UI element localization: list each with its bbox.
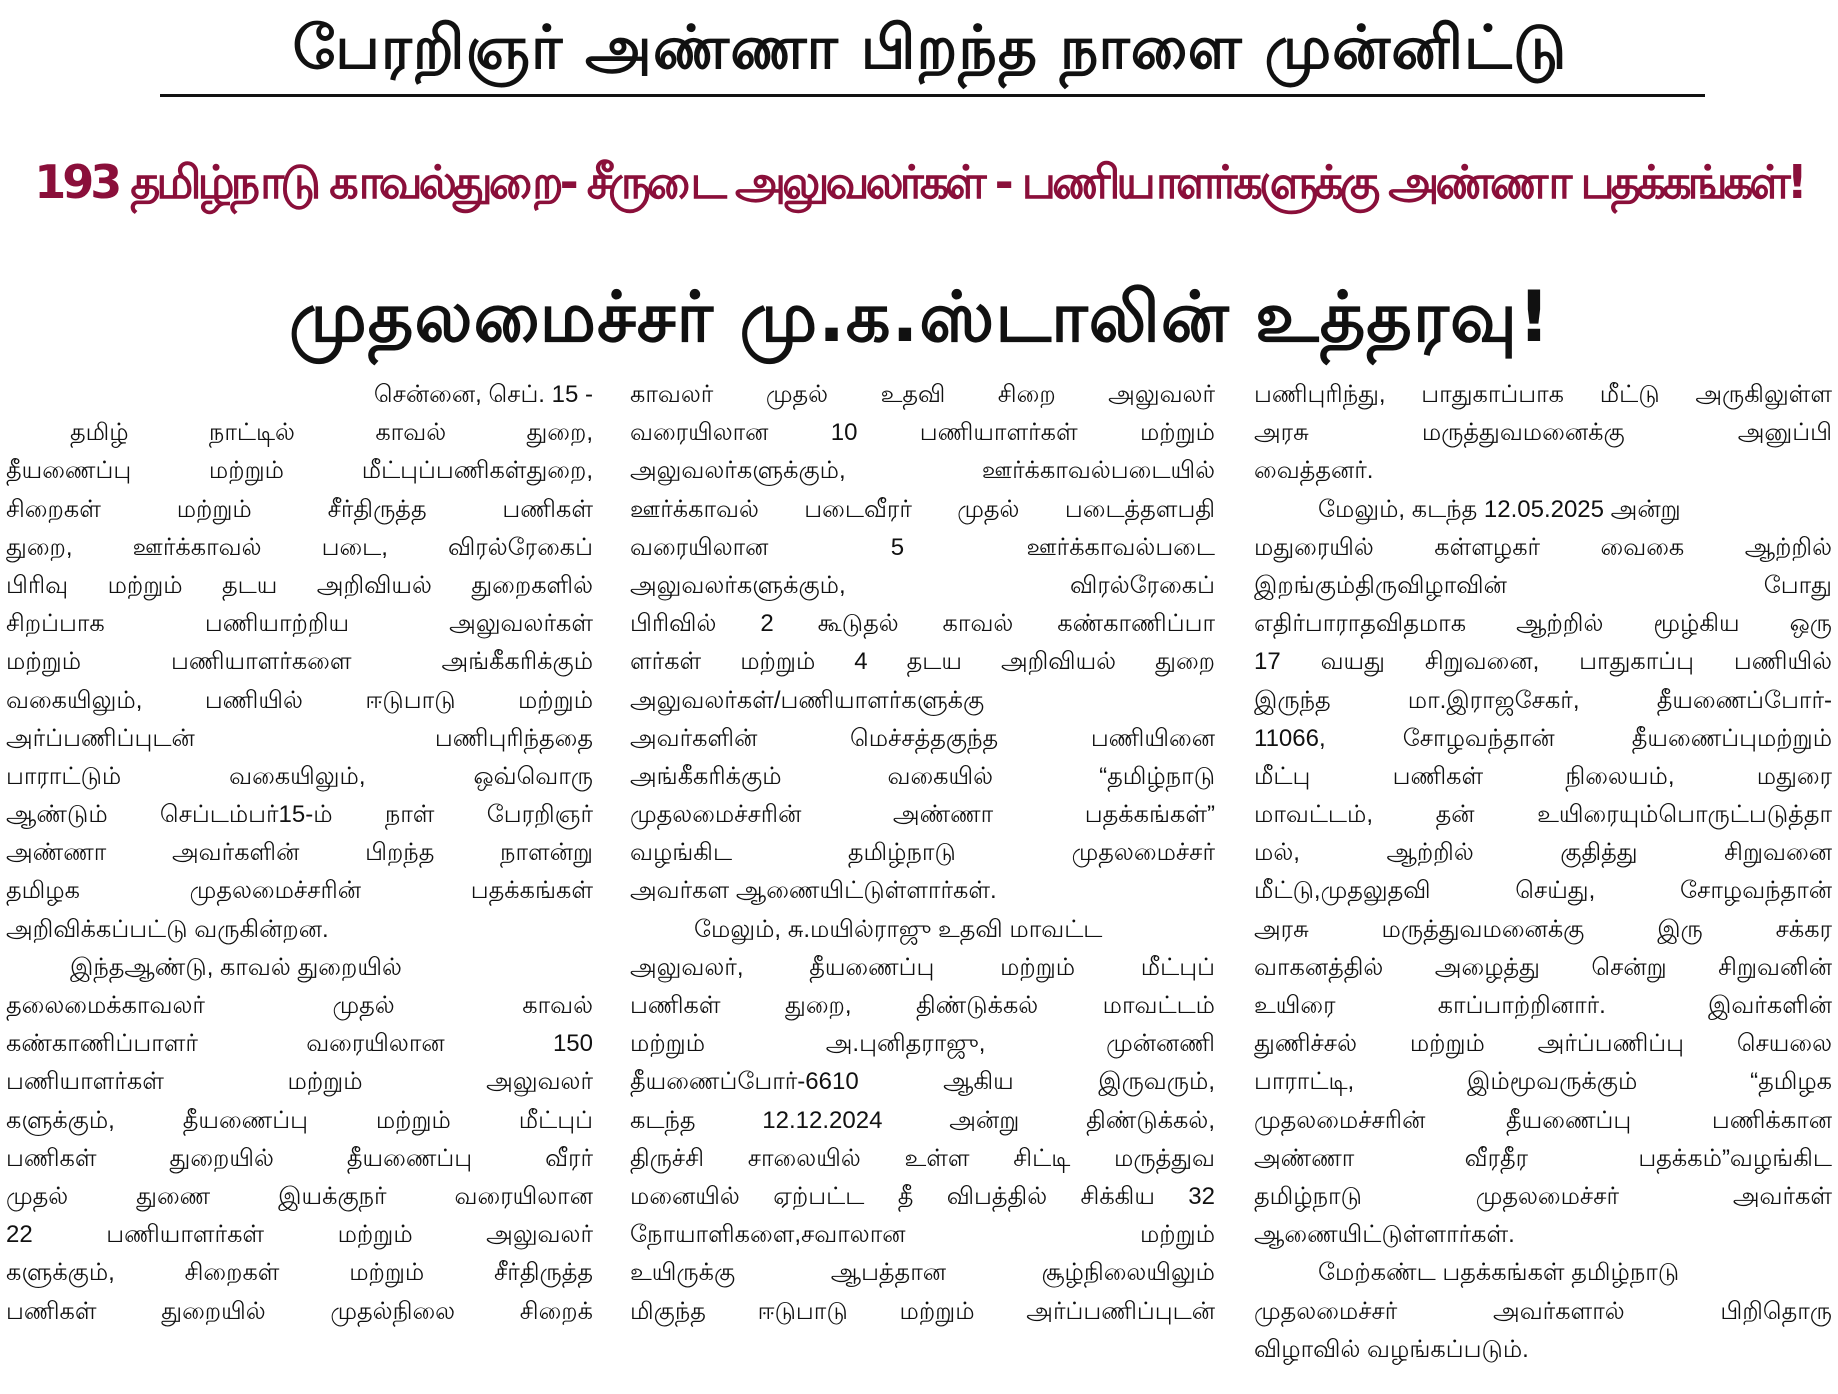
article-line: அலுவலர்கள்/பணியாளர்களுக்கு bbox=[630, 686, 985, 714]
article-line: உயிருக்கு ஆபத்தான சூழ்நிலையிலும் bbox=[630, 1259, 1215, 1287]
article-line: தீயணைப்போர்-6610 ஆகிய இருவரும், bbox=[630, 1068, 1215, 1096]
article-line: பணிபுரிந்து, பாதுகாப்பாக மீட்டு அருகிலுள்ள bbox=[1254, 381, 1832, 408]
article-line: 17 வயது சிறுவனை, பாதுகாப்பு பணியில் bbox=[1254, 648, 1832, 676]
article-line: ஆண்டும் செப்டம்பர்15-ம் நாள் பேரறிஞர் bbox=[6, 801, 593, 829]
article-line: முதலமைச்சரின் தீயணைப்பு பணிக்கான bbox=[1254, 1106, 1832, 1134]
article-line: பிரிவு மற்றும் தடய அறிவியல் துறைகளில் bbox=[6, 571, 593, 599]
article-line: பாராட்டும் வகையிலும், ஒவ்வொரு bbox=[6, 762, 593, 790]
article-line: அவர்களின் மெச்சத்தகுந்த பணியினை bbox=[630, 724, 1215, 752]
article-line: இறங்கும்திருவிழாவின் போது bbox=[1254, 571, 1832, 599]
article-line: அரசு மருத்துவமனைக்கு அனுப்பி bbox=[1254, 419, 1832, 447]
article-line: எதிர்பாராதவிதமாக ஆற்றில் மூழ்கிய ஒரு bbox=[1254, 610, 1832, 638]
main-headline: 193 தமிழ்நாடு காவல்துறை- சீருடை அலுவலர்கள் - பணியாளர்களுக்கு அண்ணா பதக்கங்கள்! bbox=[34, 155, 1804, 209]
article-column-1 bbox=[6, 376, 593, 1390]
article-line: தமிழ் நாட்டில் காவல் துறை, bbox=[70, 419, 593, 447]
article-line: அண்ணா வீரதீர பதக்கம்”வழங்கிட bbox=[1254, 1144, 1832, 1172]
kicker-headline: பேரறிஞர் அண்ணா பிறந்த நாளை முன்னிட்டு bbox=[292, 13, 1568, 83]
article-line: பணியாளர்கள் மற்றும் அலுவலர் bbox=[6, 1068, 593, 1096]
article-line: திருச்சி சாலையில் உள்ள சிட்டி மருத்துவ bbox=[630, 1144, 1215, 1172]
article-line: மனையில் ஏற்பட்ட தீ விபத்தில் சிக்கிய 32 bbox=[630, 1182, 1215, 1210]
article-column-3 bbox=[1254, 376, 1832, 1390]
article-line: சென்னை, செப். 15 - bbox=[373, 381, 593, 408]
article-line: ளர்கள் மற்றும் 4 தடய அறிவியல் துறை bbox=[630, 648, 1215, 676]
article-line: மற்றும் அ.புனிதராஜு, முன்னணி bbox=[630, 1030, 1215, 1058]
article-line: அண்ணா அவர்களின் பிறந்த நாளன்று bbox=[6, 839, 593, 867]
article-line: பிரிவில் 2 கூடுதல் காவல் கண்காணிப்பா bbox=[630, 610, 1215, 638]
kicker-underline bbox=[160, 94, 1705, 97]
article-line: வைத்தனர். bbox=[1254, 457, 1374, 485]
article-line: அலுவலர், தீயணைப்பு மற்றும் மீட்புப் bbox=[630, 953, 1215, 981]
article-line: சிறைகள் மற்றும் சீர்திருத்த பணிகள் bbox=[6, 495, 593, 523]
article-line: தமிழக முதலமைச்சரின் பதக்கங்கள் bbox=[6, 877, 593, 905]
article-line: தீயணைப்பு மற்றும் மீட்புப்பணிகள்துறை, bbox=[6, 457, 593, 485]
article-line: நோயாளிகளை,சவாலான மற்றும் bbox=[630, 1221, 1215, 1249]
article-line: வாகனத்தில் அழைத்து சென்று சிறுவனின் bbox=[1254, 953, 1832, 981]
article-line: 22 பணியாளர்கள் மற்றும் அலுவலர் bbox=[6, 1221, 593, 1249]
article-line: இந்தஆண்டு, காவல் துறையில் bbox=[70, 953, 402, 981]
sub-headline: முதலமைச்சர் மு.க.ஸ்டாலின் உத்தரவு! bbox=[289, 276, 1551, 358]
article-line: துணிச்சல் மற்றும் அர்ப்பணிப்பு செயலை bbox=[1254, 1030, 1832, 1058]
article-line: அர்ப்பணிப்புடன் பணிபுரிந்ததை bbox=[6, 724, 593, 752]
article-line: மேற்கண்ட பதக்கங்கள் தமிழ்நாடு bbox=[1318, 1259, 1680, 1287]
article-line: துறை, ஊர்க்காவல் படை, விரல்ரேகைப் bbox=[6, 533, 593, 561]
article-line: தலைமைக்காவலர் முதல் காவல் bbox=[6, 992, 593, 1019]
article-line: தமிழ்நாடு முதலமைச்சர் அவர்கள் bbox=[1254, 1182, 1832, 1210]
article-line: மீட்பு பணிகள் நிலையம், மதுரை bbox=[1254, 762, 1832, 790]
article-line: சிறப்பாக பணியாற்றிய அலுவலர்கள் bbox=[6, 610, 593, 638]
article-line: ஊர்க்காவல் படைவீரர் முதல் படைத்தளபதி bbox=[630, 495, 1215, 523]
article-line: அலுவலர்களுக்கும், ஊர்க்காவல்படையில் bbox=[630, 457, 1215, 485]
article-line: பணிகள் துறையில் முதல்நிலை சிறைக் bbox=[6, 1297, 593, 1325]
article-line: வழங்கிட தமிழ்நாடு முதலமைச்சர் bbox=[630, 839, 1215, 867]
article-line: மற்றும் பணியாளர்களை அங்கீகரிக்கும் bbox=[6, 648, 593, 676]
article-line: களுக்கும், தீயணைப்பு மற்றும் மீட்புப் bbox=[6, 1106, 593, 1134]
article-line: முதலமைச்சரின் அண்ணா பதக்கங்கள்” bbox=[630, 801, 1215, 829]
article-line: களுக்கும், சிறைகள் மற்றும் சீர்திருத்த bbox=[6, 1259, 593, 1287]
article-line: முதலமைச்சர் அவர்களால் பிறிதொரு bbox=[1254, 1297, 1832, 1325]
article-line: பாராட்டி, இம்மூவருக்கும் “தமிழக bbox=[1254, 1068, 1832, 1096]
article-line: மிகுந்த ஈடுபாடு மற்றும் அர்ப்பணிப்புடன் bbox=[630, 1297, 1215, 1325]
article-line: ஆணையிட்டுள்ளார்கள். bbox=[1254, 1221, 1515, 1249]
article-line: கண்காணிப்பாளர் வரையிலான 150 bbox=[6, 1030, 593, 1058]
article-line: மேலும், சு.மயில்ராஜு உதவி மாவட்ட bbox=[694, 915, 1103, 943]
article-line: மீட்டு,முதலுதவி செய்து, சோழவந்தான் bbox=[1254, 877, 1832, 905]
article-line: பணிகள் துறையில் தீயணைப்பு வீரர் bbox=[6, 1144, 593, 1172]
article-line: வரையிலான 5 ஊர்க்காவல்படை bbox=[630, 533, 1215, 561]
article-line: முதல் துணை இயக்குநர் வரையிலான bbox=[6, 1182, 593, 1210]
article-line: மல், ஆற்றில் குதித்து சிறுவனை bbox=[1254, 839, 1832, 867]
article-line: உயிரை காப்பாற்றினார். இவர்களின் bbox=[1254, 992, 1832, 1019]
article-line: அலுவலர்களுக்கும், விரல்ரேகைப் bbox=[630, 571, 1215, 599]
article-line: பணிகள் துறை, திண்டுக்கல் மாவட்டம் bbox=[630, 992, 1215, 1019]
article-line: 11066, சோழவந்தான் தீயணைப்புமற்றும் bbox=[1254, 724, 1832, 752]
article-line: மேலும், கடந்த 12.05.2025 அன்று bbox=[1318, 495, 1681, 523]
article-line: வரையிலான 10 பணியாளர்கள் மற்றும் bbox=[630, 419, 1215, 447]
article-line: கடந்த 12.12.2024 அன்று திண்டுக்கல், bbox=[630, 1106, 1215, 1134]
article-line: மதுரையில் கள்ளழகர் வைகை ஆற்றில் bbox=[1254, 533, 1832, 561]
article-line: அவர்கள ஆணையிட்டுள்ளார்கள். bbox=[630, 877, 997, 905]
article-line: மாவட்டம், தன் உயிரையும்பொருட்படுத்தா bbox=[1254, 801, 1832, 829]
article-line: விழாவில் வழங்கப்படும். bbox=[1254, 1335, 1529, 1363]
article-line: இருந்த மா.இராஜசேகர், தீயணைப்போர்- bbox=[1254, 686, 1832, 714]
article-line: வகையிலும், பணியில் ஈடுபாடு மற்றும் bbox=[6, 686, 593, 714]
article-line: அறிவிக்கப்பட்டு வருகின்றன. bbox=[6, 915, 329, 943]
article-line: காவலர் முதல் உதவி சிறை அலுவலர் bbox=[630, 381, 1215, 408]
article-line: அங்கீகரிக்கும் வகையில் “தமிழ்நாடு bbox=[630, 762, 1215, 790]
article-line: அரசு மருத்துவமனைக்கு இரு சக்கர bbox=[1254, 915, 1832, 943]
article-column-2 bbox=[630, 376, 1215, 1390]
